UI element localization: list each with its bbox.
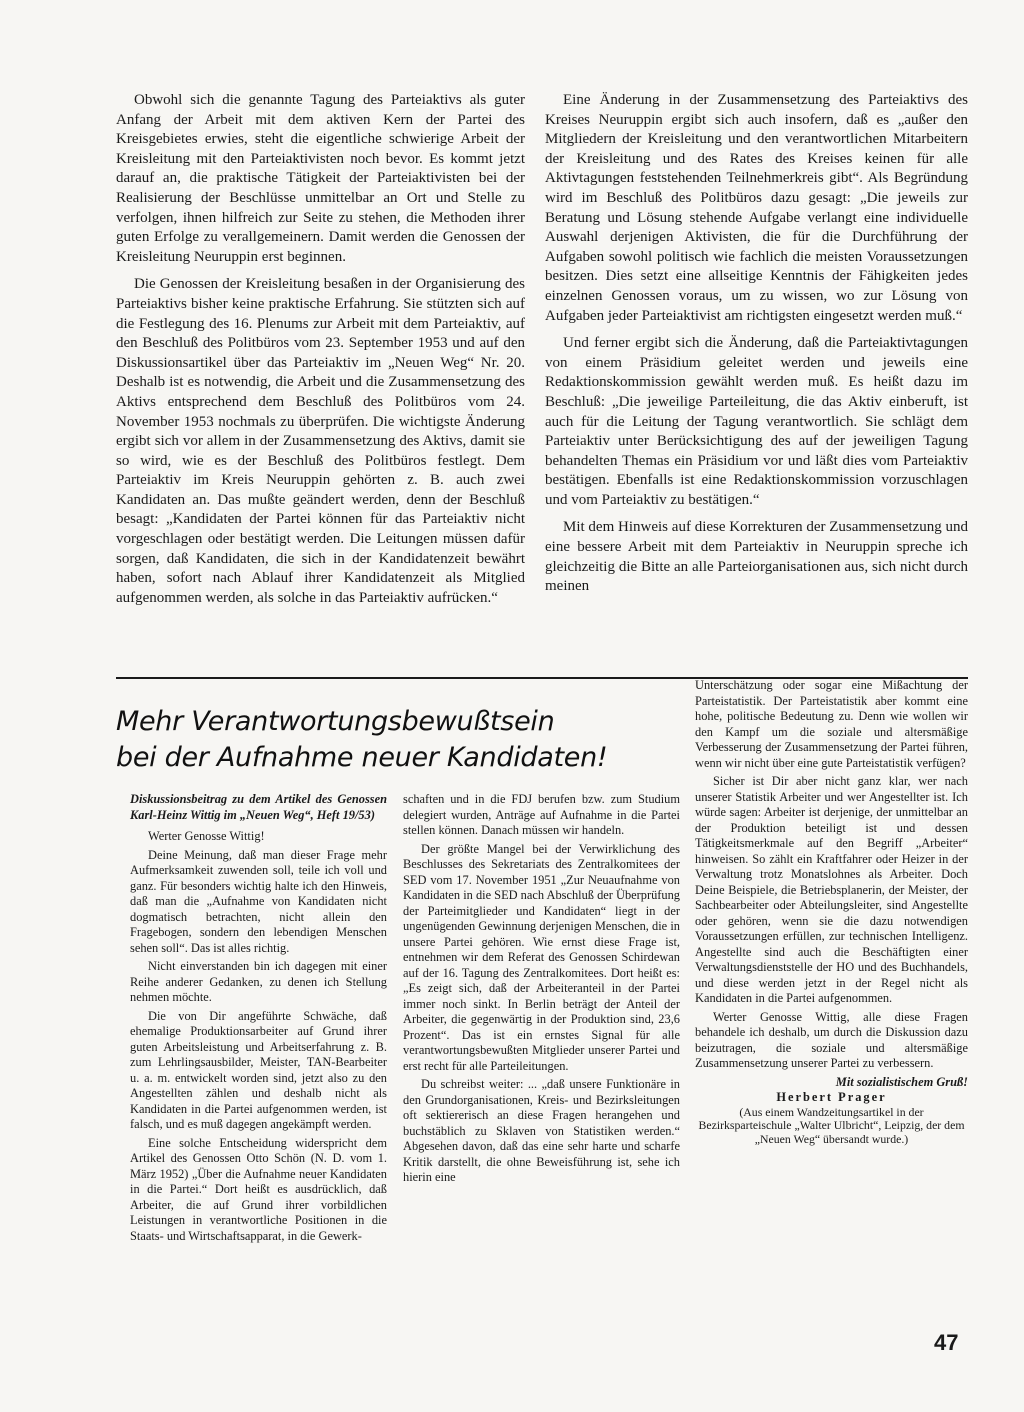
top-left-column <box>116 91 525 616</box>
paragraph: Nicht einverstanden bin ich dagegen mit einer Reihe anderer Gedanken, zu denen ich Stellung nehmen möchte. <box>130 959 387 1004</box>
source-note: (Aus einem Wandzeitungsartikel in der Bezirksparteischule „Walter Ulbricht“, Leipzig, der dem „Neuen Weg“ übersandt wurde.) <box>698 1104 965 1146</box>
paragraph: Unterschätzung oder sogar eine Mißachtung der Parteistatistik. Der Parteistatistik aber kommt eine hohe, politische Bedeutung zu. Denn wie wollen wir den Kampf um die soziale und altersmäßige Verbesserung der Zusammensetzung der Partei führen, wenn wir nicht über eine gute Parteistatistik verfügen? <box>695 678 968 770</box>
article-column-2 <box>403 792 680 1189</box>
paragraph: Mit dem Hinweis auf diese Korrekturen der Zusammensetzung und eine bessere Arbeit mit dem Parteiaktiv in Neuruppin spreche ich gleichzeitig die Bitte an alle Parteiorganisationen aus, sich nicht durch meinen <box>545 519 968 595</box>
article-intro: Diskussionsbeitrag zu dem Artikel des Genossen Karl-Heinz Wittig im „Neuen Weg“, Heft 19/53) <box>130 792 387 822</box>
paragraph: Deine Meinung, daß man dieser Frage mehr Aufmerksamkeit zuwenden soll, teile ich voll und ganz. Für besonders wichtig halte ich den Hinweis, daß man die „Aufnahme von Kandidaten nicht dogmatisch betrachten, nicht allein den Fragebogen, sondern den lebendigen Menschen sehen soll“. Das ist alles richtig. <box>130 847 387 955</box>
paragraph: Sicher ist Dir aber nicht ganz klar, wer nach unserer Statistik Arbeiter und wer Angestellter ist. Ich würde sagen: Arbeiter ist derjenige, der unmittelbar an der Produktion beteiligt ist und dessen Tätigkeitsmerkmale auf den Begriff „Arbeiter“ hinweisen. So zählt ein Kraftfahrer oder Heizer in der Verwaltung trotz Monatslohnes als Arbeiter. Doch Deine Beispiele, die Betriebsplanerin, der Meister, der Sachbearbeiter oder Abteilungsleiter, sind Angestellte oder gehören, wenn sie die dazu notwendigen Voraussetzungen erfüllen, zur technischen Intelligenz. Angestellte sind auch die Beschäftigten einer Verwaltungsdienststelle der HO und des Buchhandels, und diese werden jetzt in der Regel nicht als Kandidaten in die Partei aufgenommen. <box>695 774 968 1005</box>
closing-greeting: Mit sozialistischem Gruß! <box>835 1074 968 1089</box>
page-number: 47 <box>934 1330 959 1355</box>
paragraph: Eine Änderung in der Zusammensetzung des Parteiaktivs des Kreises Neuruppin ergibt sich auch insofern, daß es „außer den Mitgliedern der Kreisleitung und den verantwortlichen Mitarbeitern der Kreisleitung und des Rates des Kreises keinen für alle Aktivtagungen feststehenden Teilnehmerkreis gibt“. Als Begründung wird im Beschluß des Politbüros dazu gesagt: „Die jeweils zur Beratung und Lösung stehende Aufgabe verlangt eine individuelle Auswahl derjenigen Aktivisten, die für die Durchführung der Aufgaben sowohl politisch wie fachlich die meisten Voraussetzungen besitzen. Dies setzt eine allseitige Kenntnis der Fähigkeiten jedes einzelnen Genossen voraus, um zu wissen, wo zur Lösung von Aufgaben jeder Parteiaktivist am richtigsten eingesetzt werden muß.“ <box>545 92 968 324</box>
headline-line-2: bei der Aufnahme neuer Kandidaten! <box>116 742 608 773</box>
article-column-1 <box>130 792 387 1247</box>
headline-line-1: Mehr Verantwortungsbewußtsein <box>116 706 555 737</box>
article-headline <box>116 704 696 776</box>
paragraph: Die von Dir angeführte Schwäche, daß ehemalige Produktionsarbeiter auf Grund ihrer guten Arbeitsleistung und Arbeitserfahrung z. B. zum Lehrlingsausbilder, Meister, TAN-Bearbeiter u. a. m. entwickelt worden sind, jetzt also zu den Angestellten zählen und deshalb nicht als Kandidaten in die Partei aufgenommen werden, ist falsch, und es muß dagegen angekämpft werden. <box>130 1008 387 1131</box>
paragraph: Und ferner ergibt sich die Änderung, daß die Parteiaktivtagungen von einem Präsidium geleitet werden und jeweils eine Redaktionskommission gewählt werden muß. Es heißt dazu im Beschluß: „Die jeweilige Parteileitung, die das Aktiv einberuft, ist auch für die Leitung der Tagung verantwortlich. Sie schlägt dem Parteiaktiv unter Berücksichtigung des auf der jeweiligen Tagung behandelten Themas ein Präsidium vor und läßt dies vom Parteiaktiv bestätigen. Ebenfalls ist eine Redaktionskommission vorzuschlagen und vom Parteiaktiv zu bestätigen.“ <box>545 335 968 508</box>
paragraph: Eine solche Entscheidung widerspricht dem Artikel des Genossen Otto Schön (N. D. vom 1. März 1952) „Über die Aufnahme neuer Kandidaten in die Partei.“ Dort heißt es ausdrücklich, daß Arbeiter, die auf Grund ihrer vorbildlichen Leistungen in verantwortliche Positionen in die Staats- und Wirtschaftsapparat, in die Gewerk- <box>130 1135 387 1243</box>
author-name: Herbert Prager <box>776 1090 887 1104</box>
top-right-column <box>545 91 968 605</box>
paragraph: Obwohl sich die genannte Tagung des Parteiaktivs als guter Anfang der Arbeit mit dem aktiven Kern der Partei des Kreisgebietes erwies, steht die eigentliche schwierige Arbeit der Kreisleitung mit den Parteiaktivisten noch bevor. Es kommt jetzt darauf an, die praktische Tätigkeit der Parteiaktivisten bei der Realisierung der Beschlüsse unmittelbar an Ort und Stelle zu verfolgen, ihnen hilfreich zur Seite zu stehen, die Methoden ihrer guten Erfolge zu verallgemeinern. Damit werden die Genossen der Kreisleitung Neuruppin erst beginnen. <box>116 92 525 265</box>
paragraph: Werter Genosse Wittig, alle diese Fragen behandele ich deshalb, um durch die Diskussion dazu beizutragen, die soziale und altersmäßige Zusammensetzung unserer Partei zu verbessern. <box>695 1009 968 1070</box>
paragraph: Du schreibst weiter: ... „daß unsere Funktionäre in den Grundorganisationen, Kreis- und Bezirksleitungen oft sektiererisch an diese Fragen herangehen und buchstäblich zu Sklaven von Statistiken werden.“ Abgesehen davon, daß das eine sehr harte und scharfe Kritik darstellt, die ohne Beweisführung ist, sehe ich hierin eine <box>403 1077 680 1184</box>
paragraph: Die Genossen der Kreisleitung besaßen in der Organisierung des Parteiaktivs bisher keine praktische Erfahrung. Sie stützten sich auf die Festlegung des 16. Plenums zur Arbeit mit dem Parteiaktiv, auf den Beschluß des Politbüros vom 23. September 1953 und auf den Diskussionsartikel über das Parteiaktiv im „Neuen Weg“ Nr. 20. Deshalb ist es notwendig, die Arbeit und die Zusammensetzung des Aktivs entsprechend dem Beschluß des Politbüros vom 24. November 1953 nochmals zu überprüfen. Die wichtigste Änderung ergibt sich vor allem in der Zusammensetzung des Aktivs, damit sie so wird, wie es der Beschluß des Politbüros festlegt. Dem Parteiaktiv im Kreis Neuruppin gehörten z. B. auch zwei Kandidaten an. Das mußte geändert werden, denn der Beschluß besagt: „Kandidaten der Partei können für das Parteiaktiv nicht vorgeschlagen oder bestätigt werden. Die Leitungen müssen dafür sorgen, daß Kandidaten, die sich in der Kandidatenzeit bewährt haben, sofort nach Ablauf ihrer Kandidatenzeit als Mitglied aufgenommen werden, als solche in das Parteiaktiv aufrücken.“ <box>116 276 525 606</box>
paragraph: Der größte Mangel bei der Verwirklichung des Beschlusses des Sekretariats des Zentralkomitees der SED vom 17. November 1951 „Zur Neuaufnahme von Kandidaten in die SED nach Abschluß der Überprüfung der Parteimitglieder und Kandidaten“ liegt in der ungenügenden Gewinnung derjenigen Menschen, die in unsere Partei gehören. Wie ernst diese Frage ist, entnehmen wir dem Referat des Genossen Schirdewan auf der 16. Tagung des Zentralkomitees. Dort heißt es: „Es zeigt sich, daß der Arbeiteranteil in der Partei immer noch sinkt. In Berlin beträgt der Anteil der Arbeiter, die gegenwärtig in der Produktion sind, 23,6 Prozent“. Das ist ein ernstes Signal für alle verantwortungsbewußten Mitglieder unserer Partei und erst recht für alle Parteileitungen. <box>403 841 680 1073</box>
paragraph: schaften und in die FDJ berufen bzw. zum Studium delegiert wurden, Anträge auf Aufnahme in die Partei stellen können. Danach müssen wir handeln. <box>403 792 680 837</box>
article-column-3 <box>695 678 968 1149</box>
article-greeting: Werter Genosse Wittig! <box>148 829 265 843</box>
